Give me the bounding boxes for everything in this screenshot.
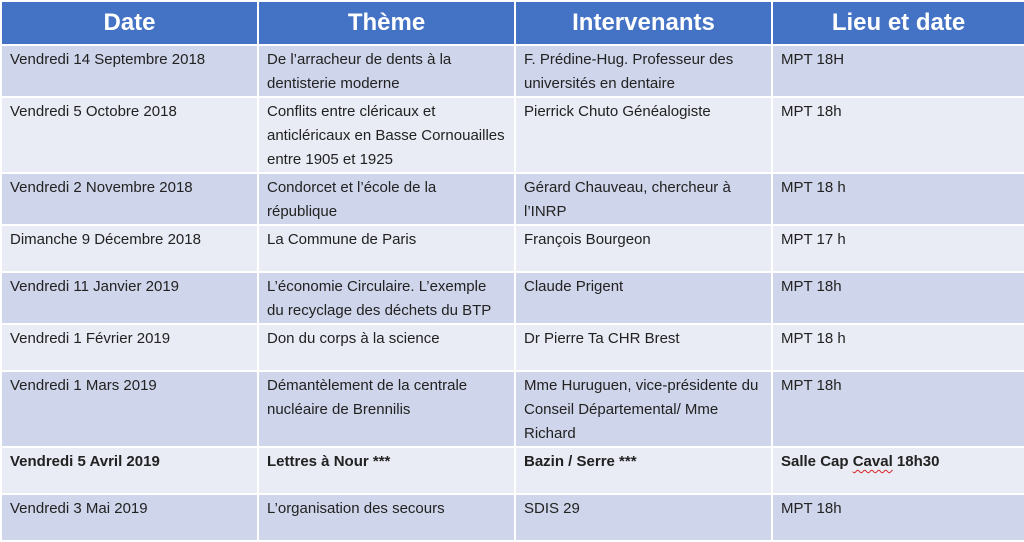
place-text-suffix: 18h30 — [892, 453, 940, 470]
table-row — [1, 173, 1024, 225]
table-row — [1, 97, 1024, 173]
cell-place — [772, 45, 1024, 97]
cell-theme: L’économie Circulaire. L’exemple du recyclage des déchets du BTP — [258, 272, 515, 324]
cell-speakers: Claude Prigent — [515, 272, 772, 324]
cell-theme: Condorcet et l’école de la république — [258, 173, 515, 225]
cell-date: Dimanche 9 Décembre 2018 — [1, 225, 258, 272]
cell-date: Vendredi 11 Janvier 2019 — [1, 272, 258, 324]
spellcheck-flagged-word: Caval — [852, 453, 893, 470]
table-row — [1, 45, 1024, 97]
cell-date: Vendredi 5 Avril 2019 — [1, 447, 258, 494]
table-row — [1, 447, 1024, 494]
cell-place — [772, 272, 1024, 324]
place-text: MPT 18h — [781, 278, 842, 295]
cell-date: Vendredi 1 Février 2019 — [1, 324, 258, 371]
header-theme: Thème — [258, 1, 515, 45]
table-row — [1, 272, 1024, 324]
cell-place — [772, 447, 1024, 494]
cell-speakers: François Bourgeon — [515, 225, 772, 272]
header-speakers: Intervenants — [515, 1, 772, 45]
cell-theme: Lettres à Nour *** — [258, 447, 515, 494]
cell-place — [772, 324, 1024, 371]
cell-place — [772, 97, 1024, 173]
cell-speakers: Pierrick Chuto Généalogiste — [515, 97, 772, 173]
place-text: MPT 18 h — [781, 330, 846, 347]
cell-theme: Don du corps à la science — [258, 324, 515, 371]
place-text: MPT 18H — [781, 51, 845, 68]
cell-speakers: Dr Pierre Ta CHR Brest — [515, 324, 772, 371]
place-text: MPT 17 h — [781, 231, 846, 248]
place-text: MPT 18h — [781, 103, 842, 120]
table-row — [1, 324, 1024, 371]
cell-theme: La Commune de Paris — [258, 225, 515, 272]
cell-theme: L’organisation des secours — [258, 494, 515, 541]
cell-place — [772, 225, 1024, 272]
cell-place — [772, 371, 1024, 447]
place-text: Salle Cap — [781, 453, 853, 470]
cell-date: Vendredi 2 Novembre 2018 — [1, 173, 258, 225]
cell-speakers: F. Prédine-Hug. Professeur des universités en dentaire — [515, 45, 772, 97]
table-row — [1, 371, 1024, 447]
header-place-date: Lieu et date — [772, 1, 1024, 45]
cell-speakers: SDIS 29 — [515, 494, 772, 541]
place-text: MPT 18h — [781, 377, 842, 394]
place-text: MPT 18 h — [781, 179, 846, 196]
cell-speakers: Bazin / Serre *** — [515, 447, 772, 494]
cell-place — [772, 173, 1024, 225]
cell-place — [772, 494, 1024, 541]
cell-speakers: Mme Huruguen, vice-présidente du Conseil Départemental/ Mme Richard — [515, 371, 772, 447]
table-row — [1, 494, 1024, 541]
cell-speakers: Gérard Chauveau, chercheur à l’INRP — [515, 173, 772, 225]
cell-date: Vendredi 3 Mai 2019 — [1, 494, 258, 541]
cell-theme: Démantèlement de la centrale nucléaire de Brennilis — [258, 371, 515, 447]
cell-theme: Conflits entre cléricaux et anticléricaux en Basse Cornouailles entre 1905 et 1925 — [258, 97, 515, 173]
cell-date: Vendredi 5 Octobre 2018 — [1, 97, 258, 173]
header-date: Date — [1, 1, 258, 45]
place-text: MPT 18h — [781, 500, 842, 517]
cell-theme: De l’arracheur de dents à la dentisterie moderne — [258, 45, 515, 97]
cell-date: Vendredi 1 Mars 2019 — [1, 371, 258, 447]
header-row — [1, 1, 1024, 45]
cell-date: Vendredi 14 Septembre 2018 — [1, 45, 258, 97]
table-row — [1, 225, 1024, 272]
